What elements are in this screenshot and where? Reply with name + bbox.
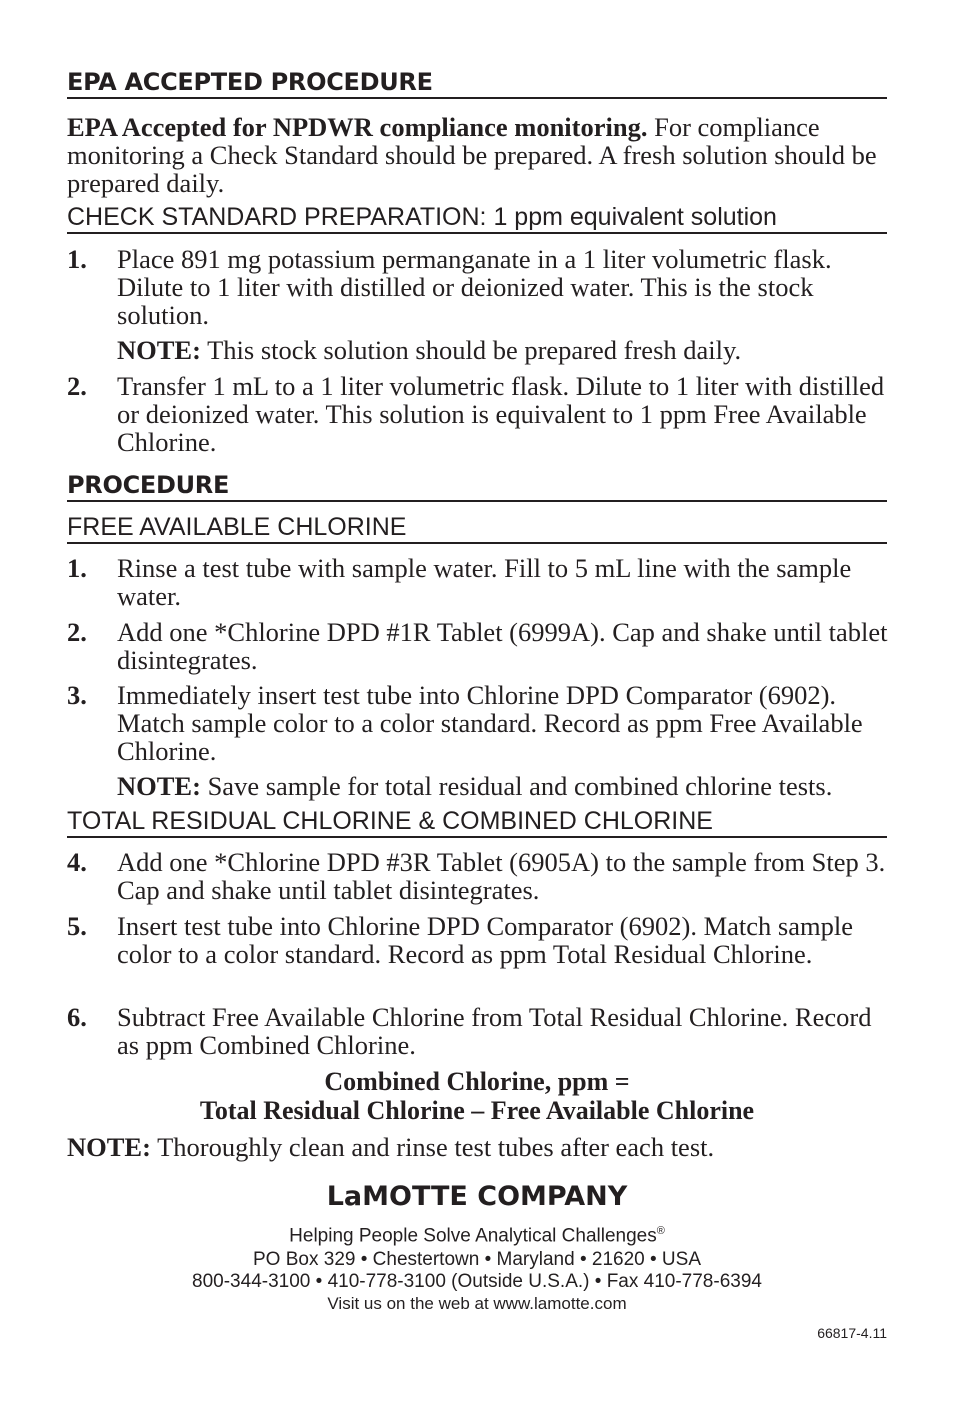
note-label: NOTE: bbox=[67, 1132, 151, 1162]
document-number: 66817-4.11 bbox=[817, 1325, 887, 1341]
total-chlorine-heading: TOTAL RESIDUAL CHLORINE & COMBINED CHLORINE bbox=[67, 807, 887, 838]
check-note bbox=[117, 336, 889, 364]
final-note bbox=[67, 1133, 887, 1161]
step-number: 3. bbox=[67, 680, 87, 710]
step-number: 5. bbox=[67, 911, 87, 941]
step-text: Rinse a test tube with sample water. Fill to 5 mL line with the sample water. bbox=[117, 553, 852, 611]
company-website: Visit us on the web at www.lamotte.com bbox=[327, 1294, 627, 1313]
step-number: 1. bbox=[67, 244, 87, 274]
check-standard-heading: CHECK STANDARD PREPARATION: 1 ppm equivalent solution bbox=[67, 203, 887, 234]
company-address: PO Box 329 • Chestertown • Maryland • 21620 • USA bbox=[253, 1249, 701, 1270]
formula-line-1: Combined Chlorine, ppm = bbox=[324, 1067, 630, 1096]
step-number: 6. bbox=[67, 1002, 87, 1032]
note-text: This stock solution should be prepared fresh daily. bbox=[200, 335, 742, 365]
note-label: NOTE: bbox=[117, 335, 201, 365]
step-number: 4. bbox=[67, 847, 87, 877]
step-number: 1. bbox=[67, 553, 87, 583]
company-tagline bbox=[67, 1220, 887, 1247]
note-text: Thoroughly clean and rinse test tubes after each test. bbox=[150, 1132, 715, 1162]
registered-mark: ® bbox=[656, 1225, 665, 1237]
step-text: Place 891 mg potassium permanganate in a 1 liter volumetric flask. Dilute to 1 liter with distilled or deionized water. This is the stock solution. bbox=[117, 244, 832, 330]
procedure-heading: PROCEDURE bbox=[67, 471, 887, 502]
step-text: Immediately insert test tube into Chlorine DPD Comparator (6902). Match sample color to a color standard. Record as ppm Free Available Chlorine. bbox=[117, 680, 863, 766]
epa-intro-text: For compliance monitoring a Check Standard should be prepared. A fresh solution should be prepared daily. bbox=[67, 112, 877, 198]
company-phones: 800-344-3100 • 410-778-3100 (Outside U.S.A.) • Fax 410-778-6394 bbox=[192, 1271, 762, 1292]
epa-heading: EPA ACCEPTED PROCEDURE bbox=[67, 68, 887, 99]
step-number: 2. bbox=[67, 371, 87, 401]
step-text: Insert test tube into Chlorine DPD Comparator (6902). Match sample color to a color standard. Record as ppm Total Residual Chlorine. bbox=[117, 911, 853, 969]
step-text: Add one *Chlorine DPD #1R Tablet (6999A). Cap and shake until tablet disintegrates. bbox=[117, 617, 888, 675]
step-text: Add one *Chlorine DPD #3R Tablet (6905A) to the sample from Step 3. Cap and shake until tablet disintegrates. bbox=[117, 847, 886, 905]
company-name: LaMOTTE COMPANY bbox=[326, 1181, 628, 1212]
step-text: Transfer 1 mL to a 1 liter volumetric flask. Dilute to 1 liter with distilled or deionized water. This solution is equivalent to 1 ppm Free Available Chlorine. bbox=[117, 371, 885, 457]
tagline-text: Helping People Solve Analytical Challenges bbox=[289, 1225, 657, 1247]
free-chlorine-heading: FREE AVAILABLE CHLORINE bbox=[67, 513, 887, 544]
epa-intro-bold: EPA Accepted for NPDWR compliance monitoring. bbox=[67, 112, 648, 142]
step-text: Subtract Free Available Chlorine from Total Residual Chlorine. Record as ppm Combined Chlorine. bbox=[117, 1002, 872, 1060]
note-label: NOTE: bbox=[117, 771, 201, 801]
formula-line-2: Total Residual Chlorine – Free Available Chlorine bbox=[199, 1096, 755, 1125]
free-note bbox=[117, 772, 889, 800]
step-number: 2. bbox=[67, 617, 87, 647]
epa-intro bbox=[67, 113, 887, 197]
note-text: Save sample for total residual and combined chlorine tests. bbox=[200, 771, 833, 801]
